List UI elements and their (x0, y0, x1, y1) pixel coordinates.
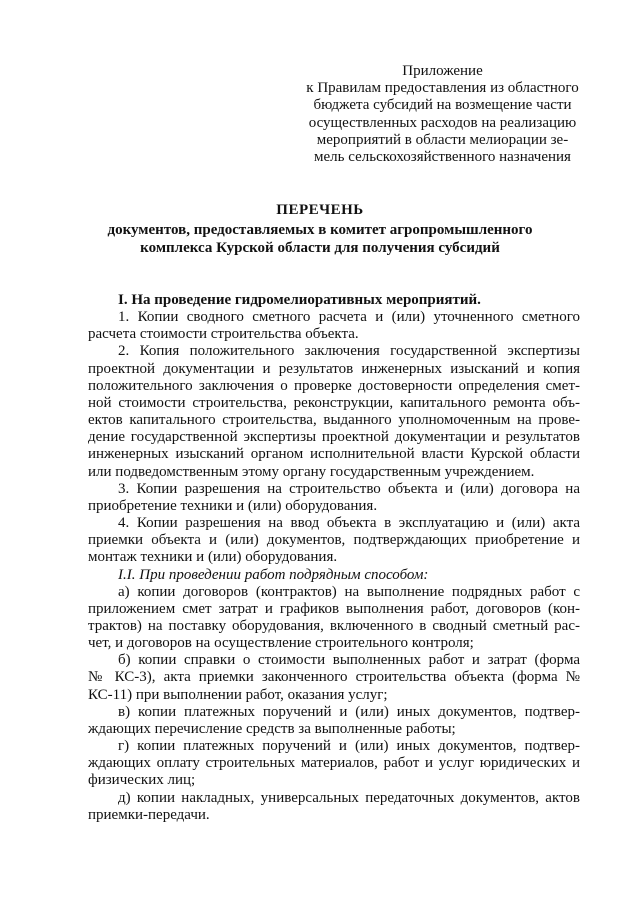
paragraph-line: приемки-передачи. (88, 806, 210, 823)
paragraph-line: № КС-3), акта приемки законченного строительства объекта (форма № (88, 669, 580, 686)
paragraph-line: 2. Копия положительного заключения государственной экспертизы (118, 343, 580, 360)
paragraph-line: проектной документации и результатов инженерных изысканий и копия (88, 360, 580, 377)
subsection-title: I.I. При проведении работ подрядным способом: (118, 566, 429, 583)
paragraph-line: ждающих оплату строительных материалов, работ и услуг юридических и (88, 755, 580, 772)
appendix-line: Приложение (402, 63, 483, 79)
paragraph-line: приложением смет затрат и графиков выполнения работ, договоров (кон- (88, 600, 580, 617)
paragraph-line: 3. Копии разрешения на строительство объекта и (или) договора на (118, 480, 580, 497)
paragraph-line: инженерных изысканий органом исполнительной власти Курской области (88, 446, 580, 463)
document-title: ПЕРЕЧЕНЬ (276, 202, 364, 218)
document-subtitle (0, 221, 640, 257)
appendix-line: бюджета субсидий на возмещение части (313, 97, 572, 114)
subtitle-line: комплекса Курской области для получения субсидий (140, 240, 500, 256)
paragraph-line: ждающих перечисление средств за выполненные работы; (88, 720, 456, 737)
paragraph-line: монтаж техники и (или) оборудования. (88, 549, 338, 566)
paragraph-line: расчета стоимости строительства объекта. (88, 326, 359, 343)
paragraph-line: чет, и договоров на осуществление строительного контроля; (88, 635, 474, 652)
document-body (88, 292, 580, 824)
paragraph-line: г) копии платежных поручений и (или) иных документов, подтвер- (118, 738, 580, 755)
paragraph-line: приемки объекта и (или) документов, подтверждающих приобретение и (88, 532, 580, 549)
paragraph-line: или подведомственным этому органу государственным учреждением. (88, 463, 535, 480)
paragraph-line: физических лиц; (88, 772, 196, 789)
paragraph-line: б) копии справки о стоимости выполненных работ и затрат (форма (118, 652, 580, 669)
appendix-line: мероприятий в области мелиорации зе- (316, 131, 569, 148)
subtitle-line: документов, предоставляемых в комитет агропромышленного (107, 222, 533, 238)
appendix-line: мель сельскохозяйственного назначения (314, 149, 571, 166)
paragraph-line: ектов капитального строительства, выданного уполномоченным на прове- (88, 412, 580, 429)
section-title: I. На проведение гидромелиоративных мероприятий. (118, 292, 481, 308)
paragraph-line: в) копии платежных поручений и (или) иных документов, подтвер- (118, 703, 580, 720)
paragraph-line: приобретение техники и (или) оборудования. (88, 497, 378, 514)
paragraph-line: ной стоимости строительства, реконструкции, капитального ремонта объ- (88, 394, 580, 411)
paragraph-line: 4. Копии разрешения на ввод объекта в эксплуатацию и (или) акта (118, 515, 580, 532)
paragraph-line: трактов) на поставку оборудования, включенного в сводный сметный рас- (88, 617, 580, 634)
appendix-line: осуществленных расходов на реализацию (308, 114, 577, 131)
paragraph-line: а) копии договоров (контрактов) на выполнение подрядных работ с (118, 583, 580, 600)
paragraph-line: КС-11) при выполнении работ, оказания услуг; (88, 686, 388, 703)
paragraph-line: 1. Копии сводного сметного расчета и (или) уточненного сметного (118, 309, 580, 326)
appendix-header (300, 63, 585, 166)
appendix-line: к Правилам предоставления из областного (306, 80, 579, 97)
paragraph-line: дение государственной экспертизы проектной документации и результатов (88, 429, 580, 446)
paragraph-line: положительного заключения о проверке достоверности определения смет- (88, 377, 580, 394)
paragraph-line: д) копии накладных, универсальных передаточных документов, актов (118, 789, 580, 806)
